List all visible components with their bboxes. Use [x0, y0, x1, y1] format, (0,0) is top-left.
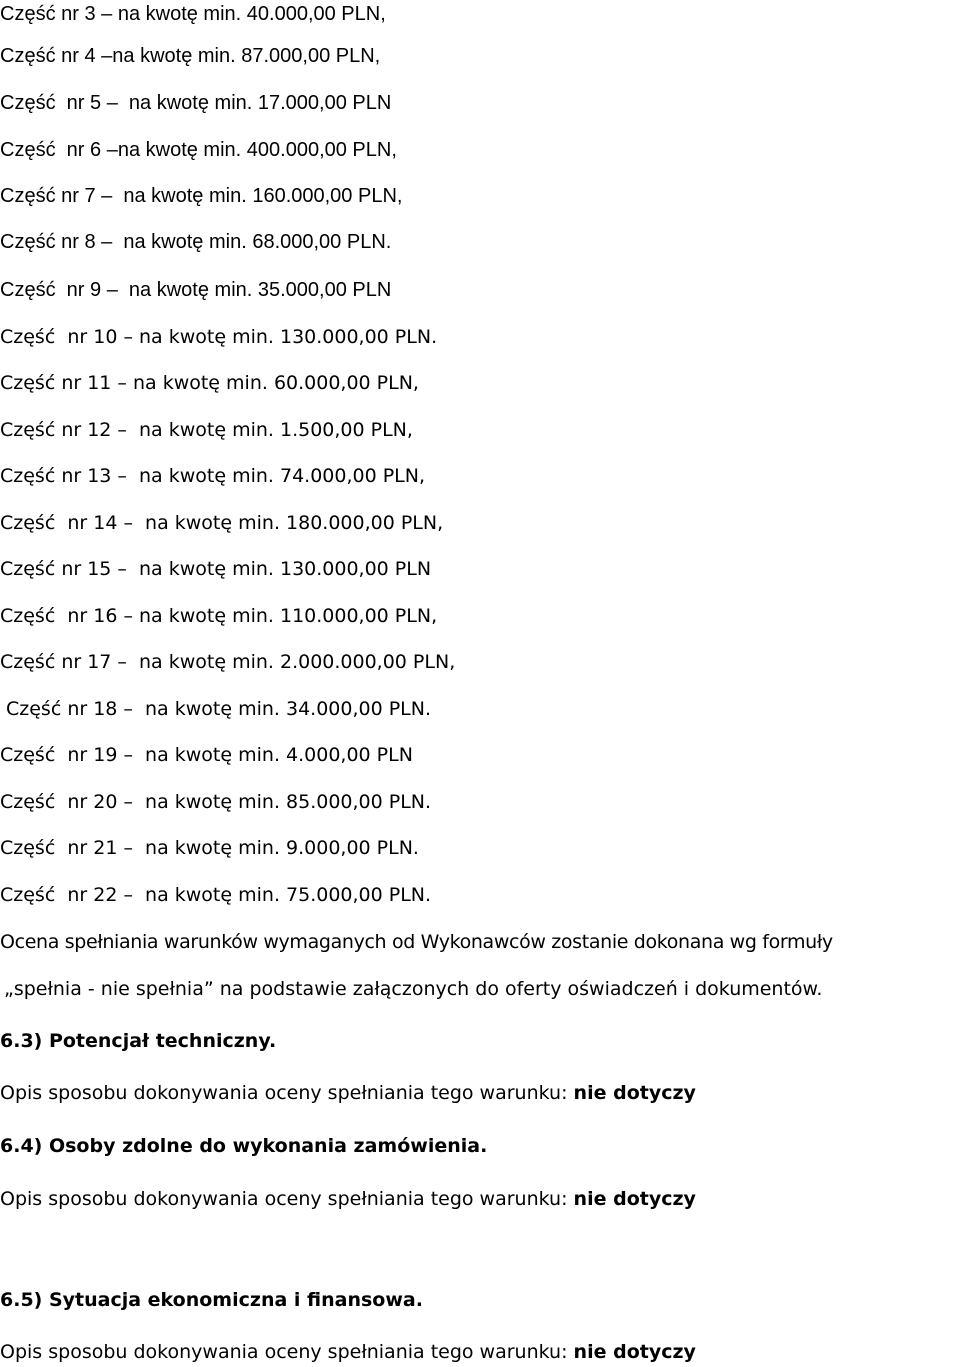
part-line: Część nr 3 – na kwotę min. 40.000,00 PLN,	[0, 3, 386, 25]
part-line: Część nr 14 – na kwotę min. 180.000,00 PLN,	[0, 512, 444, 534]
part-line: Część nr 4 –na kwotę min. 87.000,00 PLN,	[0, 45, 381, 67]
part-line: Część nr 12 – na kwotę min. 1.500,00 PLN,	[0, 419, 413, 441]
part-line: Część nr 16 – na kwotę min. 110.000,00 PLN,	[0, 605, 438, 627]
part-line: Część nr 18 – na kwotę min. 34.000,00 PLN.	[6, 698, 432, 720]
part-line: Część nr 19 – na kwotę min. 4.000,00 PLN	[0, 744, 413, 766]
description-value: nie dotyczy	[573, 1188, 696, 1210]
part-line: Część nr 9 – na kwotę min. 35.000,00 PLN	[0, 279, 392, 301]
description-text: Opis sposobu dokonywania oceny spełniania tego warunku:	[0, 1341, 574, 1363]
part-line: Część nr 5 – na kwotę min. 17.000,00 PLN	[0, 92, 392, 114]
section-description	[0, 1187, 696, 1211]
section-heading: 6.3) Potencjał techniczny.	[0, 1030, 277, 1052]
part-line: Część nr 7 – na kwotę min. 160.000,00 PLN,	[0, 185, 403, 207]
part-line: Część nr 13 – na kwotę min. 74.000,00 PLN,	[0, 465, 426, 487]
part-line: Część nr 21 – na kwotę min. 9.000,00 PLN.	[0, 837, 419, 859]
section-heading: 6.5) Sytuacja ekonomiczna i finansowa.	[0, 1289, 423, 1311]
evaluation-text-line2: „spełnia - nie spełnia” na podstawie załączonych do oferty oświadczeń i dokumentów.	[4, 978, 823, 1000]
part-line: Część nr 20 – na kwotę min. 85.000,00 PLN.	[0, 791, 432, 813]
section-description	[0, 1340, 696, 1364]
description-text: Opis sposobu dokonywania oceny spełniania tego warunku:	[0, 1188, 574, 1210]
part-line: Część nr 8 – na kwotę min. 68.000,00 PLN.	[0, 231, 392, 253]
part-line: Część nr 22 – na kwotę min. 75.000,00 PLN.	[0, 884, 432, 906]
part-line: Część nr 17 – na kwotę min. 2.000.000,00 PLN,	[0, 651, 456, 673]
part-line: Część nr 10 – na kwotę min. 130.000,00 PLN.	[0, 326, 438, 348]
part-line: Część nr 15 – na kwotę min. 130.000,00 PLN	[0, 558, 432, 580]
section-heading: 6.4) Osoby zdolne do wykonania zamówienia.	[0, 1135, 488, 1157]
evaluation-text-line1: Ocena spełniania warunków wymaganych od Wykonawców zostanie dokonana wg formuły	[0, 931, 833, 953]
part-line: Część nr 11 – na kwotę min. 60.000,00 PLN,	[0, 372, 419, 394]
description-text: Opis sposobu dokonywania oceny spełniania tego warunku:	[0, 1082, 574, 1104]
description-value: nie dotyczy	[573, 1341, 696, 1363]
part-line: Część nr 6 –na kwotę min. 400.000,00 PLN,	[0, 139, 397, 161]
description-value: nie dotyczy	[573, 1082, 696, 1104]
section-description	[0, 1081, 696, 1105]
